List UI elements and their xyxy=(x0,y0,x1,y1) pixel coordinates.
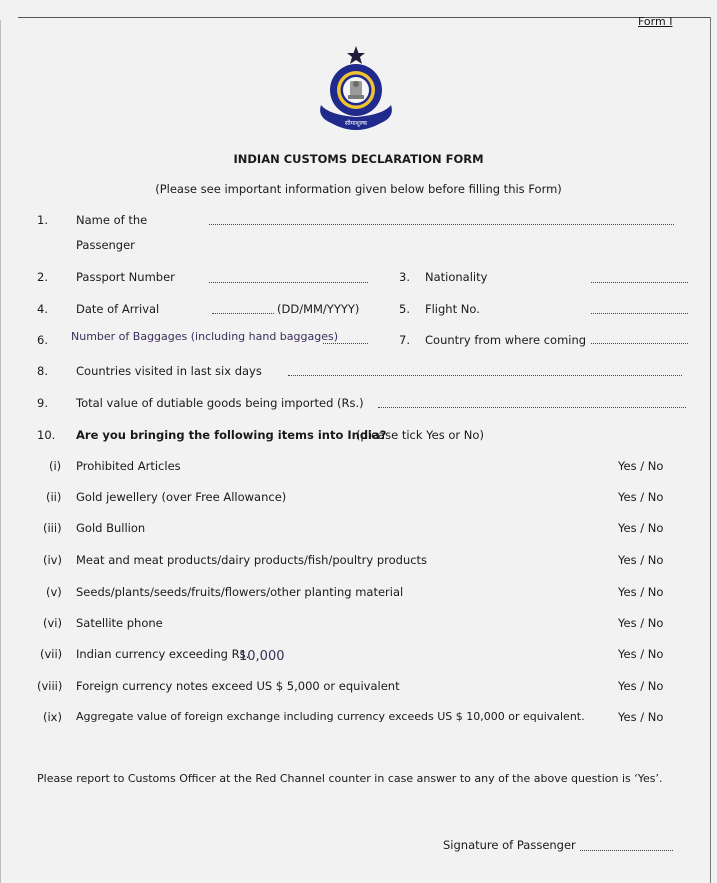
country-from-field[interactable] xyxy=(591,343,688,344)
customs-emblem-icon xyxy=(313,45,399,131)
field-3-number: 3. xyxy=(399,270,410,284)
item-label: Indian currency exceeding Rs. xyxy=(76,647,250,661)
item-number: (ii) xyxy=(46,490,62,504)
passenger-name-field[interactable] xyxy=(209,224,674,225)
yes-no-choice[interactable]: Yes / No xyxy=(618,490,664,504)
svg-text:सीमाशुल्क: सीमाशुल्क xyxy=(344,120,368,127)
field-8-label: Countries visited in last six days xyxy=(76,364,262,378)
item-label: Foreign currency notes exceed US $ 5,000 or equivalent xyxy=(76,679,400,693)
top-rule xyxy=(18,17,711,18)
item-number: (v) xyxy=(46,585,62,599)
left-border xyxy=(0,20,1,883)
yes-no-choice[interactable]: Yes / No xyxy=(618,647,664,661)
yes-no-choice[interactable]: Yes / No xyxy=(618,710,664,724)
field-2-number: 2. xyxy=(37,270,48,284)
yes-no-choice[interactable]: Yes / No xyxy=(618,679,664,693)
form-reference: Form I xyxy=(638,15,673,28)
field-9-number: 9. xyxy=(37,396,48,410)
field-10-note: (please tick Yes or No) xyxy=(356,428,484,442)
item-number: (ix) xyxy=(43,710,62,724)
item-label: Gold jewellery (over Free Allowance) xyxy=(76,490,287,504)
red-channel-note: Please report to Customs Officer at the Red Channel counter in case answer to any of the above question is ‘Yes’. xyxy=(37,772,663,785)
item-label: Seeds/plants/seeds/fruits/flowers/other planting material xyxy=(76,585,404,599)
field-4-label: Date of Arrival xyxy=(76,302,160,316)
field-6-number: 6. xyxy=(37,333,48,347)
yes-no-choice[interactable]: Yes / No xyxy=(618,521,664,535)
field-7-label: Country from where coming xyxy=(425,333,587,347)
field-1-label: Name of the xyxy=(76,213,148,227)
yes-no-choice[interactable]: Yes / No xyxy=(618,616,664,630)
item-number: (i) xyxy=(49,459,62,473)
dutiable-value-field[interactable] xyxy=(378,407,686,408)
field-1-label-2: Passenger xyxy=(76,238,135,252)
item-label: Prohibited Articles xyxy=(76,459,181,473)
nationality-field[interactable] xyxy=(591,282,688,283)
item-label: Aggregate value of foreign exchange including currency exceeds US $ 10,000 or equivalent. xyxy=(76,710,585,723)
field-8-number: 8. xyxy=(37,364,48,378)
field-7-number: 7. xyxy=(399,333,410,347)
right-border xyxy=(710,17,711,883)
field-6-label: Number of Baggages (including hand baggages) xyxy=(71,330,339,343)
yes-no-choice[interactable]: Yes / No xyxy=(618,585,664,599)
field-3-label: Nationality xyxy=(425,270,488,284)
field-10-number: 10. xyxy=(37,428,56,442)
item-label: Meat and meat products/dairy products/fish/poultry products xyxy=(76,553,428,567)
yes-no-choice[interactable]: Yes / No xyxy=(618,553,664,567)
baggage-count-field[interactable] xyxy=(323,343,368,344)
form-subtitle: (Please see important information given below before filling this Form) xyxy=(155,182,562,196)
field-2-label: Passport Number xyxy=(76,270,175,284)
signature-field[interactable] xyxy=(580,850,673,851)
item-number: (vi) xyxy=(43,616,62,630)
field-10-question: Are you bringing the following items into India? xyxy=(76,428,387,442)
field-9-label: Total value of dutiable goods being imported (Rs.) xyxy=(76,396,364,410)
signature-label: Signature of Passenger xyxy=(443,838,576,852)
item-number: (vii) xyxy=(40,647,63,661)
item-number: (iii) xyxy=(43,521,62,535)
item-label: Gold Bullion xyxy=(76,521,146,535)
field-1-number: 1. xyxy=(37,213,48,227)
field-4-number: 4. xyxy=(37,302,48,316)
item-number: (viii) xyxy=(37,679,63,693)
date-format-hint: (DD/MM/YYYY) xyxy=(277,302,360,316)
countries-visited-field[interactable] xyxy=(288,375,682,376)
field-5-label: Flight No. xyxy=(425,302,480,316)
form-title: INDIAN CUSTOMS DECLARATION FORM xyxy=(233,152,484,166)
item-number: (iv) xyxy=(43,553,62,567)
field-5-number: 5. xyxy=(399,302,410,316)
arrival-date-field[interactable] xyxy=(212,313,274,314)
yes-no-choice[interactable]: Yes / No xyxy=(618,459,664,473)
item-label: Satellite phone xyxy=(76,616,163,630)
currency-amount-value: 10,000 xyxy=(239,649,285,664)
flight-number-field[interactable] xyxy=(591,313,688,314)
passport-number-field[interactable] xyxy=(209,282,368,283)
